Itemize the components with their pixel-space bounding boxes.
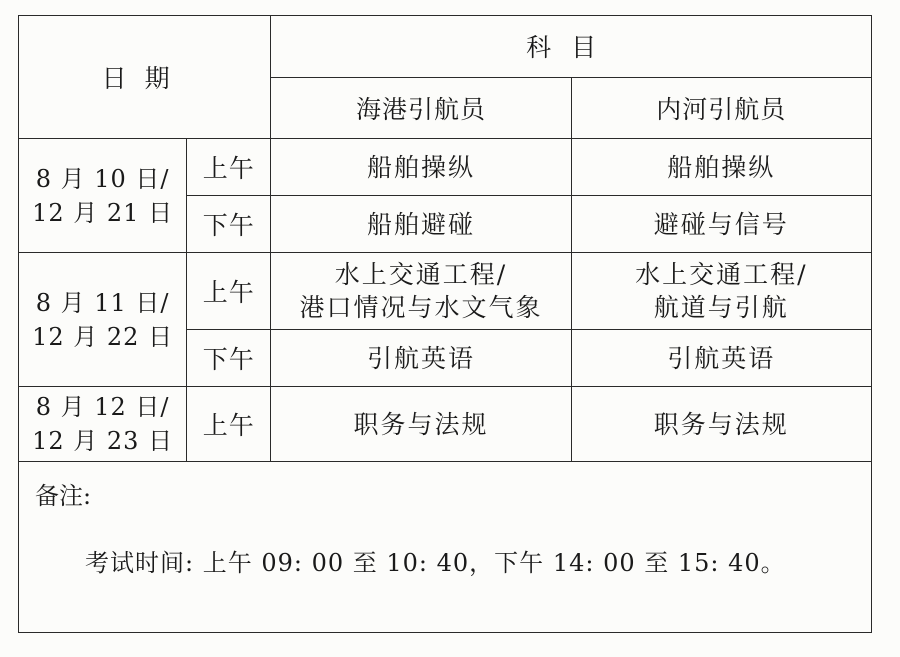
period-cell: 下午	[187, 330, 271, 387]
date-cell	[19, 253, 187, 387]
river-subject-cell	[571, 387, 871, 462]
table-row	[19, 253, 872, 330]
subject-line: 避碰与信号	[653, 209, 789, 239]
note-text: 考试时间: 上午 09: 00 至 10: 40，下午 14: 00 至 15: 40。	[85, 549, 786, 577]
sea-subject-cell	[271, 253, 571, 330]
river-subject-cell	[571, 253, 871, 330]
subject-line: 船舶操纵	[667, 152, 776, 182]
subject-line: 引航英语	[366, 343, 475, 373]
subject-header: 科目	[271, 16, 872, 78]
subject-line: 水上交通工程/	[334, 260, 508, 289]
river-subject-cell	[571, 139, 871, 196]
subject-line: 船舶操纵	[366, 152, 475, 182]
sea-subject-cell	[271, 387, 571, 462]
date-line: 12 月 21 日	[32, 198, 174, 227]
period-cell: 上午	[187, 387, 271, 462]
period-cell: 上午	[187, 253, 271, 330]
subject-line: 航道与引航	[653, 293, 789, 322]
date-cell	[19, 139, 187, 253]
note-row	[19, 462, 872, 633]
sea-subject-cell	[271, 330, 571, 387]
date-cell	[19, 387, 187, 462]
note-label: 备注:	[35, 482, 92, 510]
note-cell	[19, 462, 872, 633]
table-row	[19, 387, 872, 462]
date-line: 8 月 11 日/	[35, 288, 170, 317]
subject-line: 港口情况与水文气象	[299, 293, 543, 322]
date-line: 12 月 23 日	[32, 427, 174, 455]
subject-line: 引航英语	[667, 343, 776, 373]
river-subject-cell	[571, 330, 871, 387]
date-line: 12 月 22 日	[32, 322, 174, 351]
date-header: 日期	[19, 16, 271, 139]
exam-schedule-table	[18, 15, 872, 633]
sea-pilot-header: 海港引航员	[271, 77, 571, 139]
table-row	[19, 139, 872, 196]
sea-subject-cell	[271, 196, 571, 253]
period-cell: 下午	[187, 196, 271, 253]
subject-line: 水上交通工程/	[635, 260, 808, 289]
date-line: 8 月 10 日/	[35, 164, 170, 193]
subject-line: 职务与法规	[353, 409, 489, 439]
subject-line: 船舶避碰	[366, 209, 475, 239]
river-subject-cell	[571, 196, 871, 253]
period-cell: 上午	[187, 139, 271, 196]
subject-line: 职务与法规	[653, 409, 789, 439]
header-row-1	[19, 16, 872, 78]
river-pilot-header: 内河引航员	[571, 77, 871, 139]
date-line: 8 月 12 日/	[35, 393, 170, 421]
sea-subject-cell	[271, 139, 571, 196]
